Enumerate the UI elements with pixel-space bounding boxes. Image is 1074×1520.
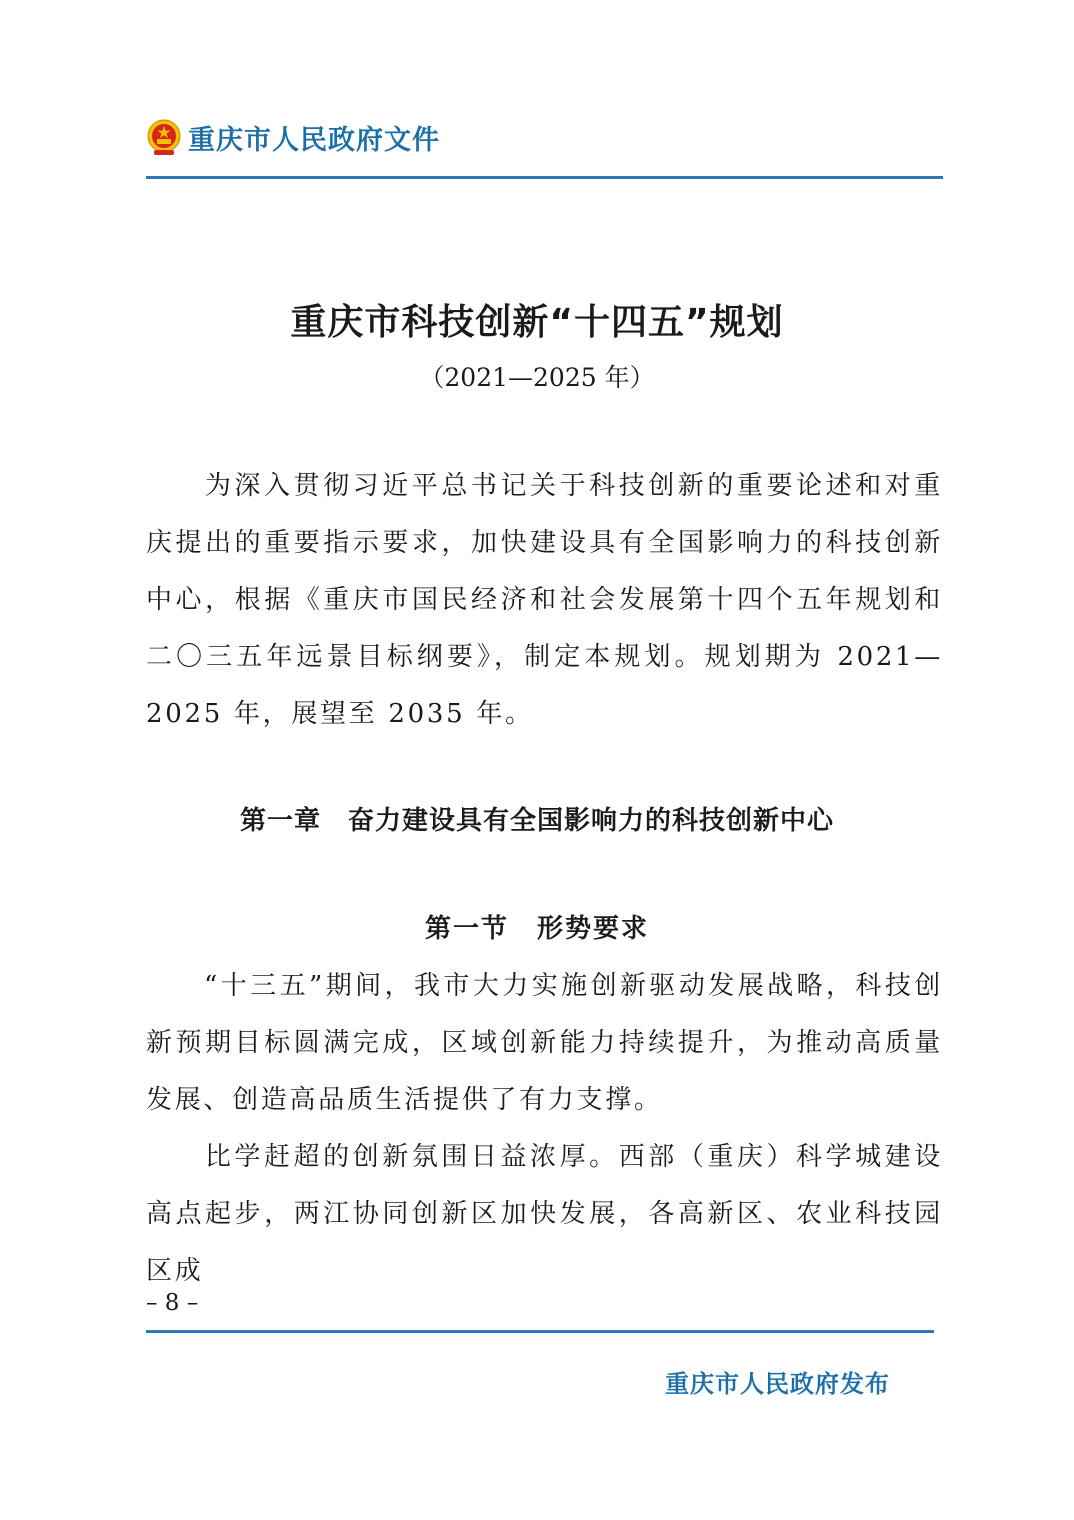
body-paragraph — [146, 1129, 943, 1300]
header-divider — [146, 176, 943, 179]
intro-paragraph — [146, 458, 943, 743]
chapter-title: 第一章 奋力建设具有全国影响力的科技创新中心 — [239, 806, 834, 836]
body-paragraph — [146, 958, 943, 1129]
intro-text: 为深入贯彻习近平总书记关于科技创新的重要论述和对重庆提出的重要指示要求，加快建设具有全国影响力的科技创新中心，根据《重庆市国民经济和社会发展第十四个五年规划和二〇三五年远景目标纲要》，制定本规划。规划期为 2021—2025 年，展望至 2035 年。 — [146, 471, 943, 729]
document-subtitle: （2021—2025 年） — [419, 363, 655, 392]
document-header — [146, 118, 440, 157]
header-title: 重庆市人民政府文件 — [188, 125, 440, 156]
section-title: 第一节 形势要求 — [424, 914, 649, 944]
footer-publisher: 重庆市人民政府发布 — [665, 1370, 890, 1398]
page-number: – 8 – — [146, 1290, 199, 1316]
paragraph-1-text: “十三五”期间，我市大力实施创新驱动发展战略，科技创新预期目标圆满完成，区域创新能力持续提升，为推动高质量发展、创造高品质生活提供了有力支撑。 — [146, 971, 943, 1115]
footer-divider — [146, 1330, 934, 1333]
national-emblem-icon — [146, 119, 182, 157]
paragraph-2-text: 比学赶超的创新氛围日益浓厚。西部（重庆）科学城建设高点起步，两江协同创新区加快发展，各高新区、农业科技园区成 — [146, 1142, 943, 1286]
document-title: 重庆市科技创新“十四五”规划 — [290, 302, 784, 343]
